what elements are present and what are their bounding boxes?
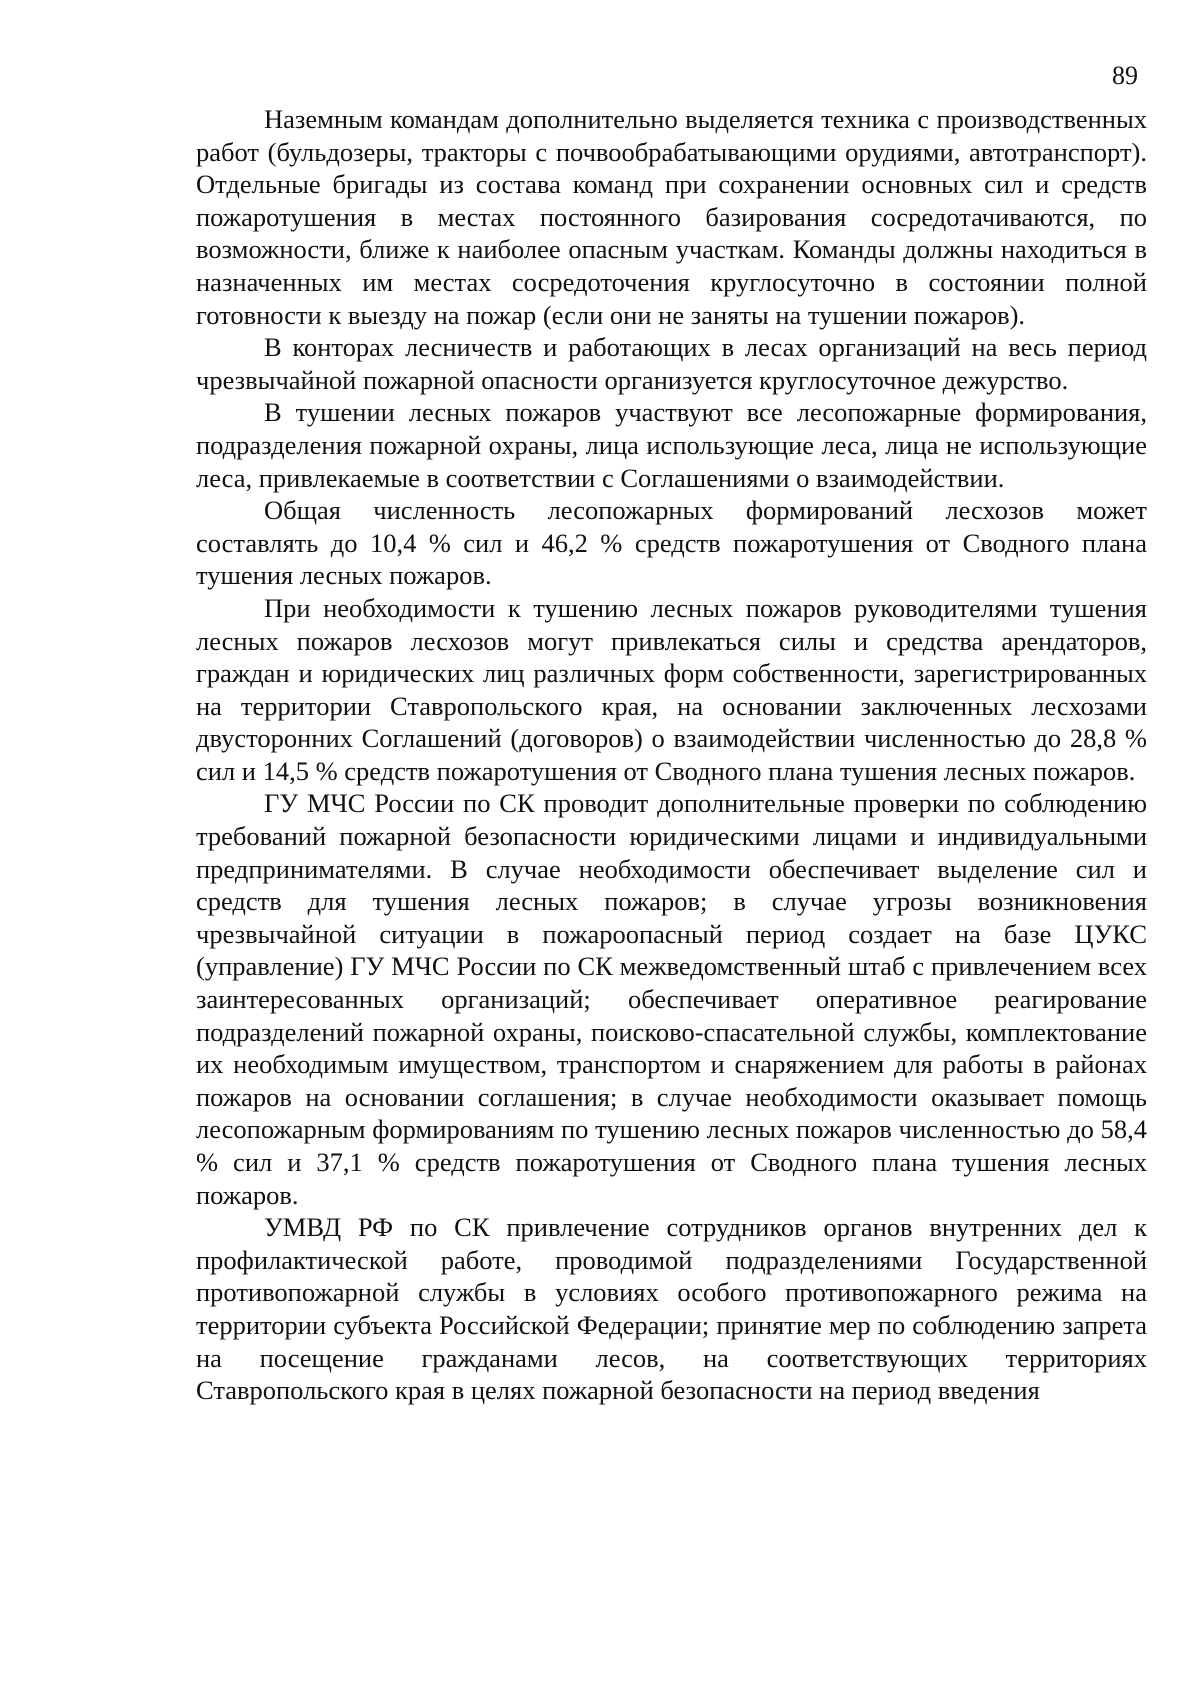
paragraph-emergency-ministry: ГУ МЧС России по СК проводит дополнительные проверки по соблюдению требований пожарной безопасности юридическими лицами и индивидуальными предпринимателями. В случае необходимости обеспечивает выделение сил и средств для тушения лесных пожаров; в случае угрозы возникновения чрезвычайной ситуации в пожароопасный период создает на базе ЦУКС (управление) ГУ МЧС России по СК межведомственный штаб с привлечением всех заинтересованных организаций; обеспечивает оперативное реагирование подразделений пожарной охраны, поисково-спасательной службы, комплектование их необходимым имуществом, транспортом и снаряжением для работы в районах пожаров на основании соглашения; в случае необходимости оказывает помощь лесопожарным формированиям по тушению лесных пожаров численностью до 58,4 % сил и 37,1 % средств пожаротушения от Сводного плана тушения лесных пожаров. <box>196 788 1147 1210</box>
paragraph-total-strength: Общая численность лесопожарных формирований лесхозов может составлять до 10,4 % сил и 46,2 % средств пожаротушения от Сводного плана тушения лесных пожаров. <box>196 495 1147 591</box>
paragraph-police-department: УМВД РФ по СК привлечение сотрудников органов внутренних дел к профилактической работе, проводимой подразделениями Государственной противопожарной службы в условиях особого противопожарного режима на территории субъекта Российской Федерации; принятие мер по соблюдению запрета на посещение гражданами лесов, на соответствующих территориях Ставропольского края в целях пожарной безопасности на период введения <box>196 1212 1147 1406</box>
document-body <box>196 103 1147 1407</box>
paragraph-additional-forces: При необходимости к тушению лесных пожаров руководителями тушения лесных пожаров лесхозов могут привлекаться силы и средства арендаторов, граждан и юридических лиц различных форм собственности, зарегистрированных на территории Ставропольского края, на основании заключенных лесхозами двусторонних Соглашений (договоров) о взаимодействии численностью до 28,8 % сил и 14,5 % средств пожаротушения от Сводного плана тушения лесных пожаров. <box>196 592 1147 786</box>
paragraph-forestry-duty: В конторах лесничеств и работающих в лесах организаций на весь период чрезвычайной пожарной опасности организуется круглосуточное дежурство. <box>196 332 1147 395</box>
paragraph-fire-participants: В тушении лесных пожаров участвуют все лесопожарные формирования, подразделения пожарной охраны, лица использующие леса, лица не использующие леса, привлекаемые в соответствии с Соглашениями о взаимодействии. <box>196 397 1147 493</box>
paragraph-ground-teams: Наземным командам дополнительно выделяется техника с производственных работ (бульдозеры, тракторы с почвообрабатывающими орудиями, автотранспорт). Отдельные бригады из состава команд при сохранении основных сил и средств пожаротушения в местах постоянного базирования сосредотачиваются, по возможности, ближе к наиболее опасным участкам. Команды должны находиться в назначенных им местах сосредоточения круглосуточно в состоянии полной готовности к выезду на пожар (если они не заняты на тушении пожаров). <box>196 104 1147 330</box>
page-number: 89 <box>1112 61 1138 90</box>
